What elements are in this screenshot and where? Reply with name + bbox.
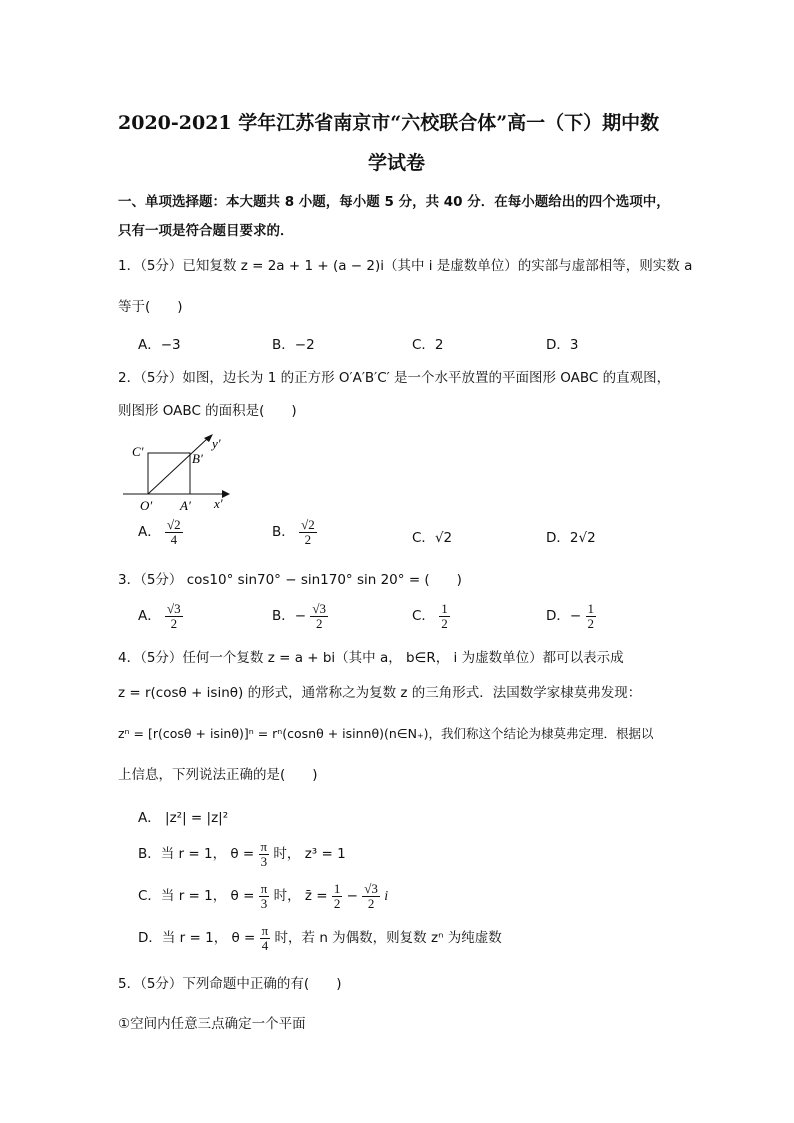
q4-option-c-real-num: 1 — [333, 881, 341, 896]
q4-option-c-theta-den: 3 — [260, 895, 268, 911]
q3-stem: 3．（5分） cos10° sin70° − sin170° sin 20° = ( ) — [118, 572, 462, 588]
q4-stem-line2: z = r(cosθ + isinθ) 的形式，通常称之为复数 z 的三角形式．法国数学家棣莫弗发现： — [118, 685, 642, 701]
q1-option-b: B．−2 — [272, 337, 315, 353]
q3-option-b-num: √3 — [312, 601, 327, 616]
q4-option-b-post: 时， z³ = 1 — [273, 846, 346, 863]
q2-option-c-letter: C． — [412, 530, 435, 546]
label-c: C′ — [132, 444, 144, 459]
q3-option-a-den: 2 — [170, 615, 178, 631]
q4-option-c — [138, 882, 388, 910]
label-b: B′ — [192, 451, 203, 466]
q3-option-c-fraction — [439, 602, 450, 630]
q4-option-c-i: i — [384, 889, 389, 905]
q2-option-b-num: √2 — [301, 517, 315, 532]
q2-option-b-fraction — [299, 518, 317, 546]
q2-option-d — [546, 526, 596, 546]
q1-stem: 1．（5分）已知复数 z = 2a + 1 + (a − 2)i（其中 i 是虚数单位）的实部与虚部相等，则实数 a — [118, 258, 693, 274]
q4-option-c-theta — [259, 882, 270, 910]
q3-option-c-num: 1 — [441, 601, 448, 616]
q3-option-d-sign: − — [569, 608, 582, 625]
q1-option-a: A．−3 — [138, 337, 181, 353]
exam-title-line1: 2020-2021 学年江苏省南京市“六校联合体”高一（下）期中数 — [118, 112, 660, 134]
q3-option-a-letter: A． — [138, 608, 161, 625]
q4-option-c-theta-num: π — [260, 881, 268, 896]
q2-option-d-letter: D． — [546, 530, 570, 546]
q2-diagram-svg — [118, 430, 238, 516]
q3-option-b-letter: B． — [272, 608, 295, 625]
q2-option-a-letter: A． — [138, 524, 161, 541]
q2-option-c — [412, 526, 452, 546]
q2-option-a-num: √2 — [167, 517, 181, 532]
q2-option-c-value: √2 — [434, 530, 453, 546]
q3-option-d — [546, 602, 596, 630]
q5-item-1: ①空间内任意三点确定一个平面 — [118, 1016, 306, 1032]
q4-option-d-post: 时，若 n 为偶数，则复数 zⁿ 为纯虚数 — [274, 930, 502, 947]
label-y: y′ — [212, 436, 221, 451]
label-o: O′ — [140, 498, 153, 513]
q3-option-c-letter: C． — [412, 608, 435, 625]
q4-option-c-real-den: 2 — [333, 895, 341, 911]
q1-option-c: C．2 — [412, 337, 444, 353]
q2-stem-cont: 则图形 OABC 的面积是( ) — [118, 403, 297, 419]
q4-option-d — [138, 924, 502, 952]
q4-option-c-mid: 时， z̄ = — [273, 888, 328, 905]
q4-option-a: A． |z²| = |z|² — [138, 810, 229, 826]
q3-option-a-num: √3 — [167, 601, 181, 616]
q3-option-b — [272, 602, 328, 630]
q4-stem-line4: 上信息，下列说法正确的是( ) — [118, 767, 318, 783]
q2-option-a-fraction — [165, 518, 183, 546]
q1-stem-cont: 等于( ) — [118, 299, 183, 315]
q2-diagram — [118, 430, 238, 516]
q1-option-d: D．3 — [546, 337, 579, 353]
q2-option-a — [138, 518, 183, 546]
q2-stem: 2．（5分）如图，边长为 1 的正方形 O′A′B′C′ 是一个水平放置的平面图形 OABC 的直观图， — [118, 370, 671, 386]
y-axis — [148, 438, 208, 494]
q4-option-c-pre: C．当 r = 1， θ = — [138, 888, 255, 905]
q2-option-b-letter: B． — [272, 524, 295, 541]
q4-option-c-minus: − — [346, 888, 358, 905]
q3-option-b-sign: − — [294, 608, 307, 625]
q3-option-c-den: 2 — [441, 615, 448, 631]
q3-option-c — [412, 602, 450, 630]
section-heading-line2: 只有一项是符合题目要求的． — [118, 223, 294, 239]
q4-option-b — [138, 840, 346, 868]
q4-option-b-theta — [259, 840, 270, 868]
q2-option-a-den: 4 — [170, 531, 178, 547]
q3-option-d-fraction — [586, 602, 597, 630]
q3-option-b-den: 2 — [315, 615, 323, 631]
q3-option-d-den: 2 — [587, 615, 595, 631]
q4-option-b-theta-num: π — [260, 839, 268, 854]
q4-option-d-theta-num: π — [261, 923, 269, 938]
q3-option-a — [138, 602, 183, 630]
q4-option-d-theta — [260, 924, 271, 952]
q4-option-b-theta-den: 3 — [260, 853, 268, 869]
q2-option-b-den: 2 — [304, 531, 312, 547]
q4-option-d-theta-den: 4 — [261, 937, 269, 953]
q3-option-b-fraction — [310, 602, 328, 630]
q3-option-d-letter: D． — [546, 608, 570, 625]
q4-option-c-imag-den: 2 — [367, 895, 375, 911]
q5-stem: 5．（5分）下列命题中正确的有( ) — [118, 976, 342, 992]
q4-option-c-real — [332, 882, 343, 910]
q4-option-d-pre: D．当 r = 1， θ = — [138, 930, 256, 947]
q4-option-c-imag — [362, 882, 380, 910]
q4-stem-line3: zⁿ = [r(cosθ + isinθ)]ⁿ = rⁿ(cosnθ + isinnθ)(n∈N₊)，我们称这个结论为棣莫弗定理．根据以 — [118, 726, 654, 741]
q3-option-d-num: 1 — [587, 601, 595, 616]
q2-option-b — [272, 518, 317, 546]
x-axis-arrow — [222, 490, 230, 498]
q2-option-d-value: 2√2 — [569, 530, 596, 546]
q4-stem: 4．（5分）任何一个复数 z = a + bi（其中 a， b∈R， i 为虚数单位）都可以表示成 — [118, 650, 624, 666]
label-a: A′ — [180, 498, 191, 513]
q4-option-c-imag-num: √3 — [364, 881, 378, 896]
q4-option-b-pre: B．当 r = 1， θ = — [138, 846, 255, 863]
exam-title-line2: 学试卷 — [368, 152, 426, 174]
section-heading-line1: 一、单项选择题：本大题共 8 小题，每小题 5 分，共 40 分．在每小题给出的四个选项中， — [118, 194, 670, 210]
label-x: x′ — [214, 496, 223, 511]
q3-option-a-fraction — [165, 602, 183, 630]
